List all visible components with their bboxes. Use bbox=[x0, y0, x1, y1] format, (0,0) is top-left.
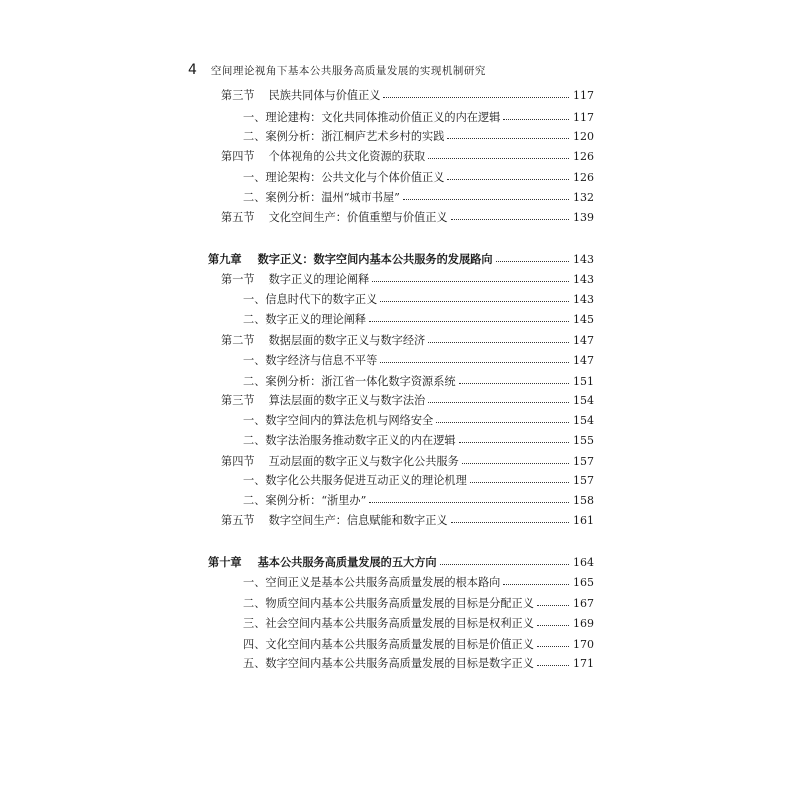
toc-item-row[interactable] bbox=[243, 594, 594, 614]
toc-dot-leader bbox=[537, 614, 569, 634]
toc-page-number: 170 bbox=[573, 638, 594, 651]
toc-dot-leader bbox=[459, 431, 569, 451]
toc-section-row[interactable] bbox=[221, 208, 594, 228]
toc-dot-leader bbox=[470, 471, 569, 491]
toc-dot-leader bbox=[447, 168, 569, 188]
toc-dot-leader bbox=[503, 108, 569, 128]
toc-title: 四、文化空间内基本公共服务高质量发展的目标是价值正义 bbox=[243, 638, 534, 651]
toc-title: 二、案例分析：“浙里办” bbox=[243, 494, 367, 507]
running-header bbox=[188, 62, 486, 78]
toc-item-row[interactable] bbox=[243, 290, 594, 310]
toc-title: 三、社会空间内基本公共服务高质量发展的目标是权利正义 bbox=[243, 617, 534, 630]
toc-dot-leader bbox=[537, 635, 569, 655]
toc-page-number: 126 bbox=[573, 150, 594, 163]
toc-page-number: 126 bbox=[573, 171, 594, 184]
toc-dot-leader bbox=[403, 188, 569, 208]
toc-dot-leader bbox=[380, 351, 569, 371]
toc-dot-leader bbox=[496, 250, 569, 270]
toc-dot-leader bbox=[372, 270, 569, 290]
toc-dot-leader bbox=[436, 411, 569, 431]
toc-page-number: 147 bbox=[573, 354, 594, 367]
toc-item-row[interactable] bbox=[243, 471, 594, 491]
toc-page-number: 117 bbox=[573, 111, 594, 124]
running-header-title: 空间理论视角下基本公共服务高质量发展的实现机制研究 bbox=[210, 65, 486, 77]
toc-label: 第三节 bbox=[221, 89, 255, 102]
toc-section-row[interactable] bbox=[221, 147, 594, 167]
toc-title: 数字正义的理论阐释 bbox=[268, 273, 370, 286]
toc-title: 数字正义：数字空间内基本公共服务的发展路向 bbox=[257, 253, 493, 266]
page-number: 4 bbox=[188, 62, 197, 78]
toc-page-number: 157 bbox=[573, 474, 594, 487]
toc-item-row[interactable] bbox=[243, 168, 594, 188]
toc-page-number: 164 bbox=[573, 556, 594, 569]
toc-title: 二、物质空间内基本公共服务高质量发展的目标是分配正义 bbox=[243, 597, 534, 610]
toc-page-number: 143 bbox=[573, 293, 594, 306]
toc-page-number: 157 bbox=[573, 455, 594, 468]
toc-item-row[interactable] bbox=[243, 188, 594, 208]
toc-item-row[interactable] bbox=[243, 372, 594, 392]
toc-item-row[interactable] bbox=[243, 614, 594, 634]
toc-title: 一、理论架构：公共文化与个体价值正义 bbox=[243, 171, 445, 184]
toc-label: 第十章 bbox=[208, 556, 242, 569]
toc-section-row[interactable] bbox=[221, 331, 594, 351]
toc-dot-leader bbox=[503, 573, 569, 593]
toc-dot-leader bbox=[428, 391, 569, 411]
toc-dot-leader bbox=[380, 290, 569, 310]
toc-item-row[interactable] bbox=[243, 431, 594, 451]
toc-section-row[interactable] bbox=[221, 452, 594, 472]
toc-page-number: 154 bbox=[573, 414, 594, 427]
toc-title: 文化空间生产：价值重塑与价值正义 bbox=[268, 211, 448, 224]
toc-chapter-row[interactable] bbox=[208, 250, 594, 270]
toc-page-number: 120 bbox=[573, 130, 594, 143]
toc-section-row[interactable] bbox=[221, 511, 594, 531]
toc-label: 第五节 bbox=[221, 514, 255, 527]
toc-page-number: 169 bbox=[573, 617, 594, 630]
toc-dot-leader bbox=[428, 147, 569, 167]
toc-dot-leader bbox=[537, 654, 569, 674]
toc-page-number: 147 bbox=[573, 334, 594, 347]
toc-item-row[interactable] bbox=[243, 310, 594, 330]
toc-title: 二、案例分析：浙江桐庐艺术乡村的实践 bbox=[243, 130, 445, 143]
toc-dot-leader bbox=[451, 208, 569, 228]
toc-title: 五、数字空间内基本公共服务高质量发展的目标是数字正义 bbox=[243, 657, 534, 670]
toc-label: 第一节 bbox=[221, 273, 255, 286]
toc-title: 一、空间正义是基本公共服务高质量发展的根本路向 bbox=[243, 576, 501, 589]
toc-title: 二、案例分析：浙江省一体化数字资源系统 bbox=[243, 375, 456, 388]
toc-page-number: 155 bbox=[573, 434, 594, 447]
toc-title: 基本公共服务高质量发展的五大方向 bbox=[257, 556, 437, 569]
toc-title: 二、数字正义的理论阐释 bbox=[243, 313, 367, 326]
toc-page-number: 165 bbox=[573, 576, 594, 589]
toc-item-row[interactable] bbox=[243, 573, 594, 593]
toc-page-number: 158 bbox=[573, 494, 594, 507]
toc-page-number: 145 bbox=[573, 313, 594, 326]
toc-title: 一、数字化公共服务促进互动正义的理论机理 bbox=[243, 474, 467, 487]
toc-label: 第四节 bbox=[221, 455, 255, 468]
toc-section-row[interactable] bbox=[221, 391, 594, 411]
toc-item-row[interactable] bbox=[243, 654, 594, 674]
toc-title: 二、数字法治服务推动数字正义的内在逻辑 bbox=[243, 434, 456, 447]
toc-label: 第二节 bbox=[221, 334, 255, 347]
toc-item-row[interactable] bbox=[243, 108, 594, 128]
toc-item-row[interactable] bbox=[243, 635, 594, 655]
toc-title: 二、案例分析：温州“城市书屋” bbox=[243, 191, 400, 204]
toc-page-number: 154 bbox=[573, 394, 594, 407]
toc-dot-leader bbox=[462, 452, 569, 472]
toc-page-number: 151 bbox=[573, 375, 594, 388]
toc-title: 互动层面的数字正义与数字化公共服务 bbox=[268, 455, 459, 468]
toc-chapter-row[interactable] bbox=[208, 553, 594, 573]
toc-page-number: 143 bbox=[573, 273, 594, 286]
toc-page-number: 139 bbox=[573, 211, 594, 224]
toc-section-row[interactable] bbox=[221, 86, 594, 106]
toc-label: 第四节 bbox=[221, 150, 255, 163]
toc-page-number: 143 bbox=[573, 253, 594, 266]
toc-section-row[interactable] bbox=[221, 270, 594, 290]
toc-title: 数字空间生产：信息赋能和数字正义 bbox=[268, 514, 448, 527]
toc-page-number: 117 bbox=[573, 89, 594, 102]
toc-title: 一、理论建构：文化共同体推动价值正义的内在逻辑 bbox=[243, 111, 501, 124]
toc-title: 数据层面的数字正义与数字经济 bbox=[268, 334, 426, 347]
toc-label: 第三节 bbox=[221, 394, 255, 407]
toc-dot-leader bbox=[451, 511, 569, 531]
toc-dot-leader bbox=[537, 594, 569, 614]
toc-dot-leader bbox=[459, 372, 569, 392]
toc-item-row[interactable] bbox=[243, 411, 594, 431]
toc-title: 民族共同体与价值正义 bbox=[268, 89, 381, 102]
toc-dot-leader bbox=[369, 310, 569, 330]
toc-item-row[interactable] bbox=[243, 491, 594, 511]
toc-dot-leader bbox=[440, 553, 569, 573]
toc-title: 一、数字空间内的算法危机与网络安全 bbox=[243, 414, 434, 427]
toc-item-row[interactable] bbox=[243, 127, 594, 147]
toc-dot-leader bbox=[428, 331, 569, 351]
toc-dot-leader bbox=[369, 491, 569, 511]
toc-label: 第九章 bbox=[208, 253, 242, 266]
toc-page-number: 161 bbox=[573, 514, 594, 527]
toc-label: 第五节 bbox=[221, 211, 255, 224]
toc-page-number: 167 bbox=[573, 597, 594, 610]
toc-title: 个体视角的公共文化资源的获取 bbox=[268, 150, 426, 163]
toc-dot-leader bbox=[447, 127, 569, 147]
toc-title: 算法层面的数字正义与数字法治 bbox=[268, 394, 426, 407]
toc-page-number: 132 bbox=[573, 191, 594, 204]
toc-item-row[interactable] bbox=[243, 351, 594, 371]
toc-title: 一、信息时代下的数字正义 bbox=[243, 293, 378, 306]
toc-title: 一、数字经济与信息不平等 bbox=[243, 354, 378, 367]
toc-page-number: 171 bbox=[573, 657, 594, 670]
toc-dot-leader bbox=[383, 86, 569, 106]
